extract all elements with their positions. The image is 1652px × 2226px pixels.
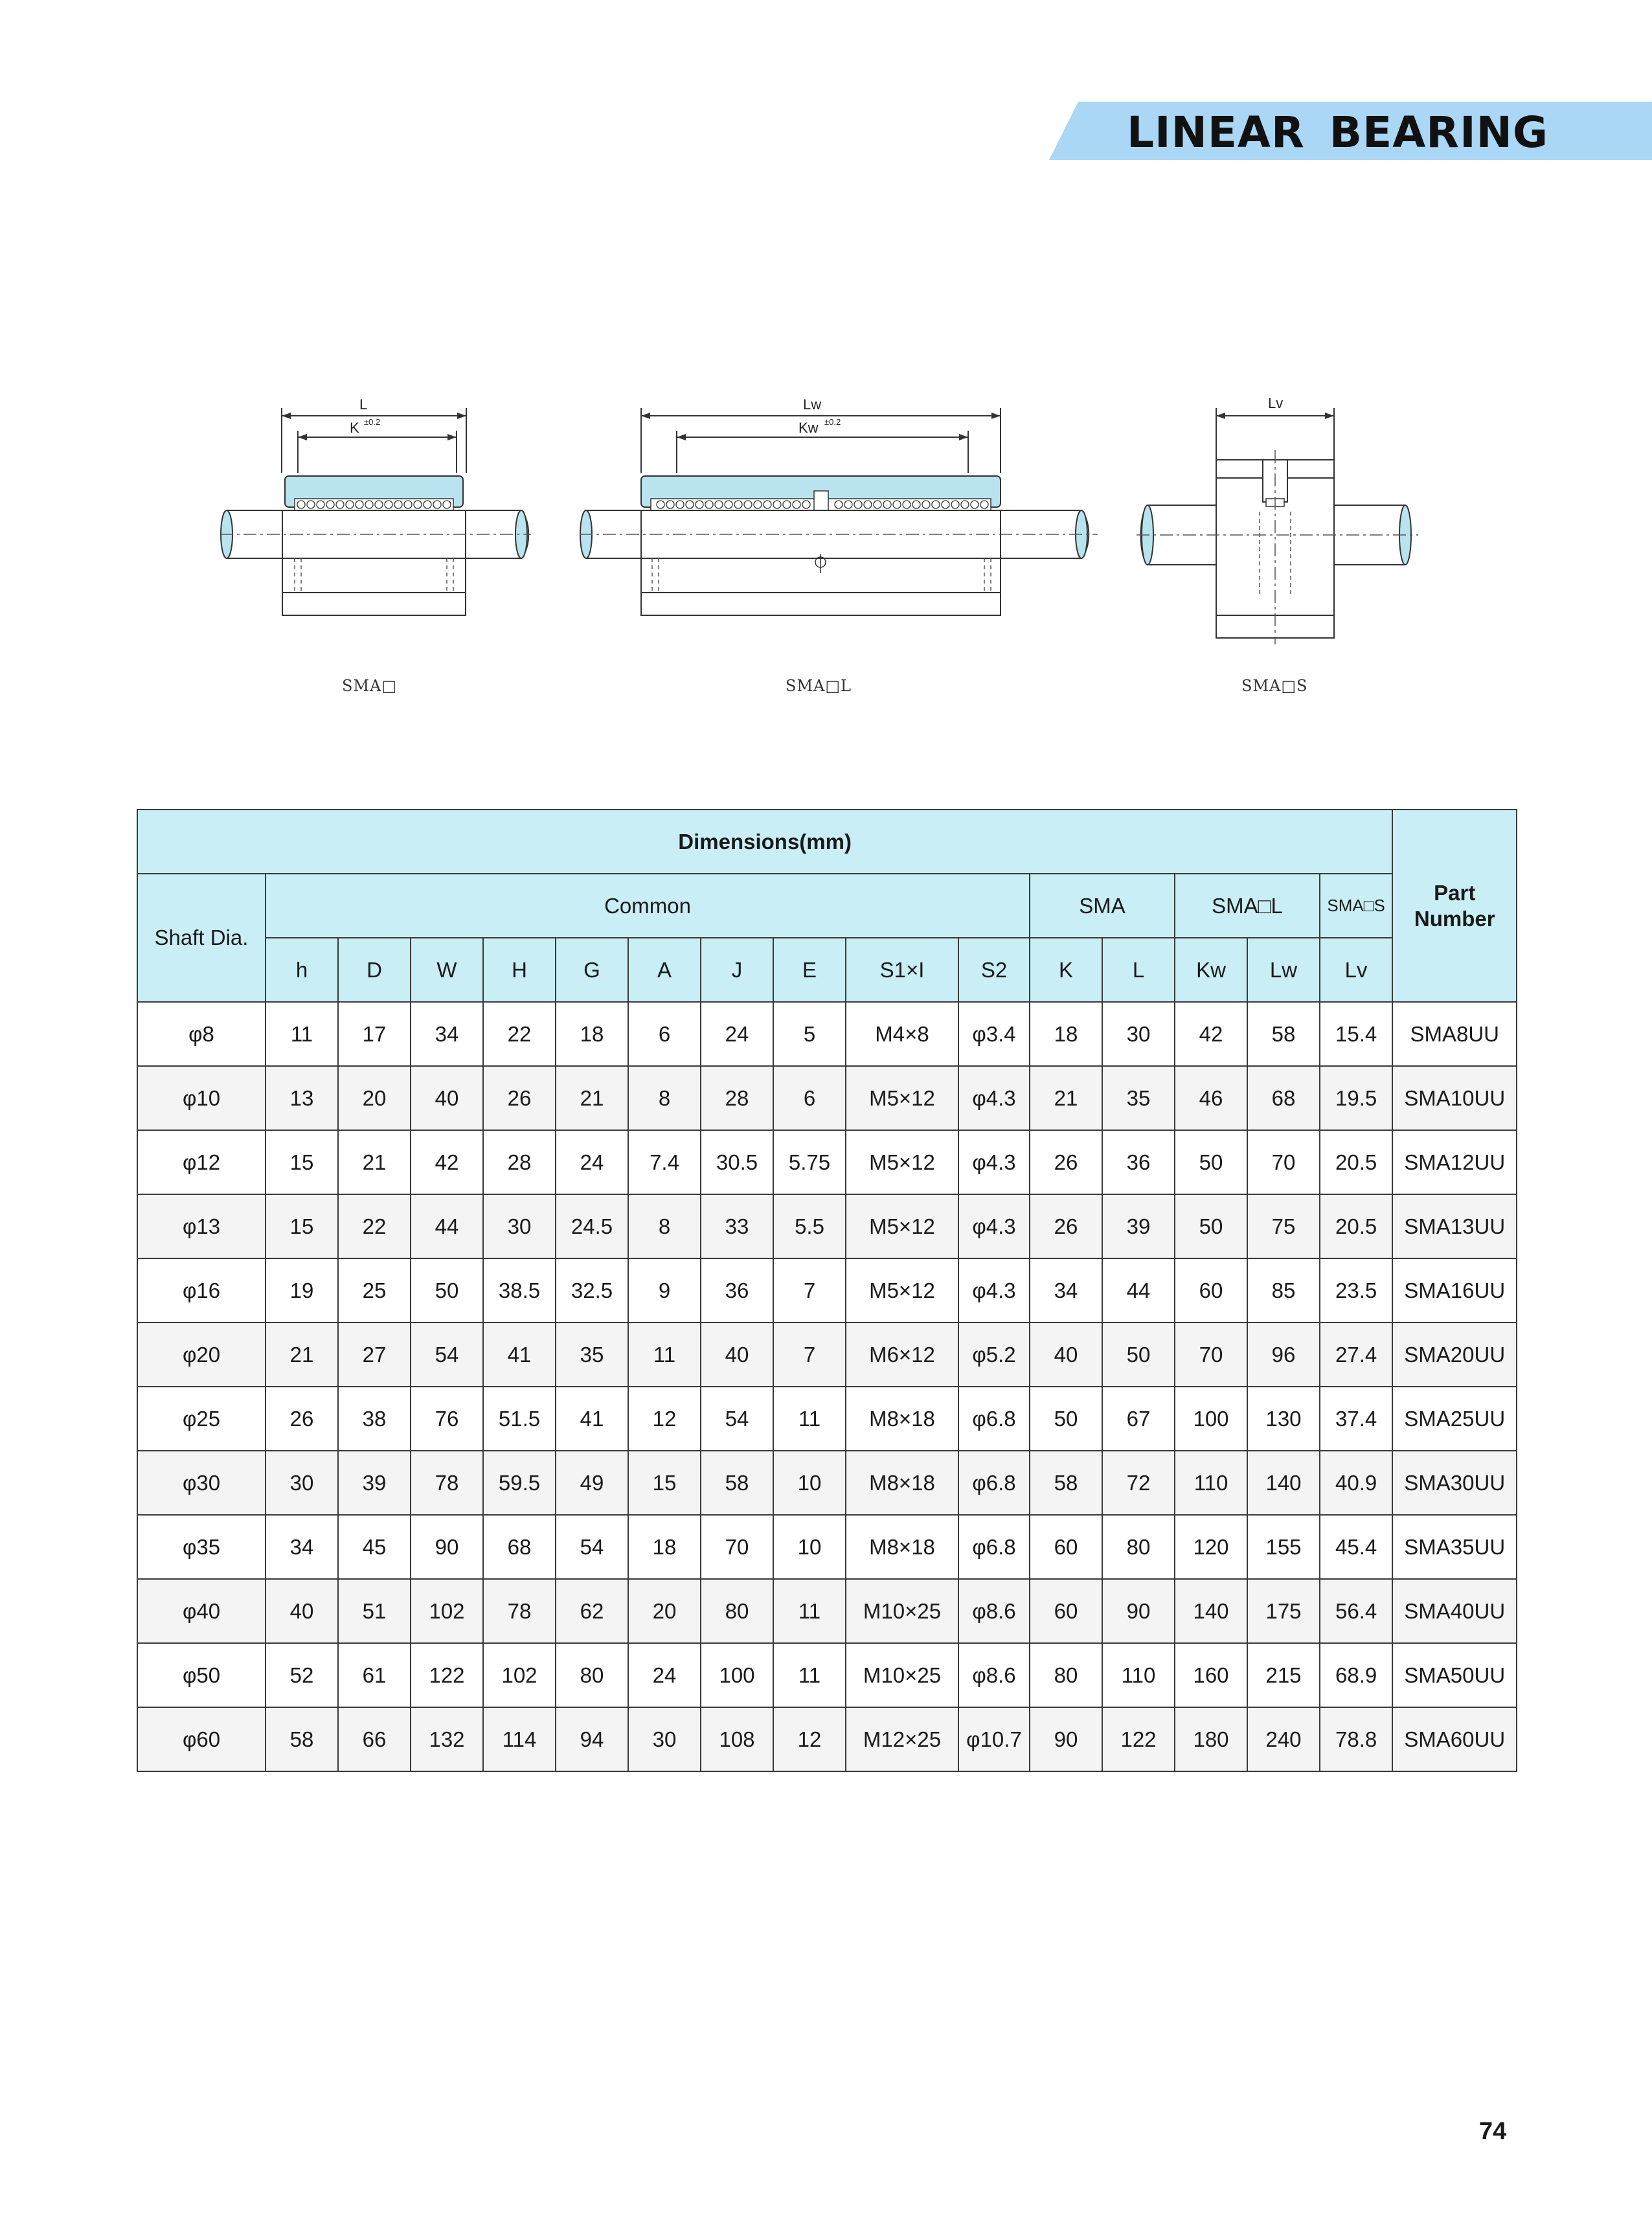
dimension-cell: 28 xyxy=(483,1130,556,1194)
dimension-cell: 52 xyxy=(266,1643,338,1707)
dimension-cell: 40 xyxy=(701,1323,773,1387)
dimension-cell: 24 xyxy=(628,1643,701,1707)
page-title: LINEAR BEARING xyxy=(1127,108,1549,157)
part-number-cell: SMA35UU xyxy=(1392,1515,1517,1579)
table-row xyxy=(137,1515,1517,1579)
header-shaft-dia: Shaft Dia. xyxy=(137,874,266,1002)
dimension-cell: 90 xyxy=(411,1515,483,1579)
dimension-cell: 72 xyxy=(1102,1451,1175,1515)
dimension-cell: M5×12 xyxy=(846,1258,958,1323)
dimension-cell: φ6.8 xyxy=(958,1451,1030,1515)
dim-label-k: K xyxy=(350,420,359,436)
shaft-dia-cell: φ10 xyxy=(137,1066,266,1130)
dimension-cell: 100 xyxy=(701,1643,773,1707)
dimension-cell: 76 xyxy=(411,1387,483,1451)
dimension-cell: 21 xyxy=(266,1323,338,1387)
dimension-cell: 18 xyxy=(556,1002,628,1066)
dimension-cell: 180 xyxy=(1175,1707,1247,1771)
header-group-sma-l: SMA□L xyxy=(1175,874,1320,938)
dimension-cell: 175 xyxy=(1247,1579,1320,1643)
dimension-cell: 37.4 xyxy=(1320,1387,1392,1451)
dimension-cell: 100 xyxy=(1175,1387,1247,1451)
dimension-cell: φ4.3 xyxy=(958,1258,1030,1323)
dimension-cell: 21 xyxy=(1030,1066,1102,1130)
part-number-cell: SMA8UU xyxy=(1392,1002,1517,1066)
dimension-cell: φ4.3 xyxy=(958,1194,1030,1258)
part-number-cell: SMA60UU xyxy=(1392,1707,1517,1771)
dimension-cell: 215 xyxy=(1247,1643,1320,1707)
table-row xyxy=(137,1451,1517,1515)
dimension-cell: 9 xyxy=(628,1258,701,1323)
dimension-cell: 27 xyxy=(338,1323,411,1387)
dimension-cell: 26 xyxy=(1030,1130,1102,1194)
header-group-common: Common xyxy=(266,874,1030,938)
dimension-cell: 34 xyxy=(266,1515,338,1579)
dimension-cell: 102 xyxy=(411,1579,483,1643)
drawing-sma-s xyxy=(1133,382,1425,654)
dimension-cell: 20 xyxy=(628,1579,701,1643)
dimension-cell: 44 xyxy=(411,1194,483,1258)
column-header: S1×I xyxy=(846,938,958,1002)
dimension-cell: 6 xyxy=(773,1066,846,1130)
table-row xyxy=(137,1323,1517,1387)
table-row xyxy=(137,1130,1517,1194)
shaft-dia-cell: φ13 xyxy=(137,1194,266,1258)
caption-sma: SMA□ xyxy=(342,677,398,695)
dimension-cell: 50 xyxy=(1175,1130,1247,1194)
column-header: A xyxy=(628,938,701,1002)
dimension-cell: 35 xyxy=(556,1323,628,1387)
shaft-dia-cell: φ40 xyxy=(137,1579,266,1643)
dimension-cell: 70 xyxy=(1175,1323,1247,1387)
dimension-cell: 34 xyxy=(411,1002,483,1066)
dimension-cell: 90 xyxy=(1030,1707,1102,1771)
column-header: S2 xyxy=(958,938,1030,1002)
dimension-cell: 80 xyxy=(556,1643,628,1707)
caption-sma-s: SMA□S xyxy=(1241,677,1308,695)
dimension-cell: 90 xyxy=(1102,1579,1175,1643)
table-row xyxy=(137,1387,1517,1451)
dim-label-lw: Lw xyxy=(803,396,822,413)
dimension-cell: 18 xyxy=(628,1515,701,1579)
dimension-cell: 51.5 xyxy=(483,1387,556,1451)
dimension-cell: 34 xyxy=(1030,1258,1102,1323)
dimension-cell: 78 xyxy=(411,1451,483,1515)
dimension-cell: φ4.3 xyxy=(958,1130,1030,1194)
dimension-cell: M10×25 xyxy=(846,1643,958,1707)
dimension-cell: 120 xyxy=(1175,1515,1247,1579)
dimension-cell: 110 xyxy=(1102,1643,1175,1707)
shaft-dia-cell: φ50 xyxy=(137,1643,266,1707)
dimension-cell: 23.5 xyxy=(1320,1258,1392,1323)
shaft-dia-cell: φ16 xyxy=(137,1258,266,1323)
dimension-cell: 62 xyxy=(556,1579,628,1643)
dimension-cell: 42 xyxy=(411,1130,483,1194)
dim-tolerance: ±0.2 xyxy=(364,417,381,427)
dimension-cell: 22 xyxy=(338,1194,411,1258)
dimension-cell: 58 xyxy=(701,1451,773,1515)
part-number-cell: SMA20UU xyxy=(1392,1323,1517,1387)
dimension-cell: 50 xyxy=(1102,1323,1175,1387)
dimension-cell: φ4.3 xyxy=(958,1066,1030,1130)
dimension-cell: 45.4 xyxy=(1320,1515,1392,1579)
dimension-cell: M5×12 xyxy=(846,1194,958,1258)
table-row xyxy=(137,1002,1517,1066)
shaft-dia-cell: φ25 xyxy=(137,1387,266,1451)
dimension-cell: 15 xyxy=(266,1130,338,1194)
dim-tolerance-l: ±0.2 xyxy=(824,417,841,427)
dimension-cell: 28 xyxy=(701,1066,773,1130)
shaft-dia-cell: φ20 xyxy=(137,1323,266,1387)
column-header: E xyxy=(773,938,846,1002)
dimension-cell: 70 xyxy=(1247,1130,1320,1194)
dimension-cell: 15 xyxy=(266,1194,338,1258)
drawing-sma xyxy=(220,382,531,641)
dimension-cell: 50 xyxy=(411,1258,483,1323)
dimension-cell: φ5.2 xyxy=(958,1323,1030,1387)
dimension-cell: 96 xyxy=(1247,1323,1320,1387)
dimension-cell: 66 xyxy=(338,1707,411,1771)
dimension-cell: 24 xyxy=(701,1002,773,1066)
dimension-cell: 60 xyxy=(1030,1579,1102,1643)
dimension-cell: 30 xyxy=(483,1194,556,1258)
dimension-cell: 19 xyxy=(266,1258,338,1323)
dimension-cell: 58 xyxy=(1247,1002,1320,1066)
dimension-cell: 160 xyxy=(1175,1643,1247,1707)
dimension-cell: 30 xyxy=(266,1451,338,1515)
dimension-cell: 122 xyxy=(1102,1707,1175,1771)
dimension-cell: 94 xyxy=(556,1707,628,1771)
dimension-cell: 25 xyxy=(338,1258,411,1323)
part-number-cell: SMA30UU xyxy=(1392,1451,1517,1515)
dimension-cell: 56.4 xyxy=(1320,1579,1392,1643)
shaft-dia-cell: φ8 xyxy=(137,1002,266,1066)
dimension-cell: 102 xyxy=(483,1643,556,1707)
dimension-cell: 30.5 xyxy=(701,1130,773,1194)
dimension-cell: M12×25 xyxy=(846,1707,958,1771)
dimension-cell: 15 xyxy=(628,1451,701,1515)
dimension-cell: M8×18 xyxy=(846,1515,958,1579)
column-header: Lv xyxy=(1320,938,1392,1002)
dimension-cell: 13 xyxy=(266,1066,338,1130)
shaft-dia-cell: φ12 xyxy=(137,1130,266,1194)
dimension-cell: 18 xyxy=(1030,1002,1102,1066)
dimension-cell: 78 xyxy=(483,1579,556,1643)
dimension-cell: 38 xyxy=(338,1387,411,1451)
dimension-cell: M5×12 xyxy=(846,1066,958,1130)
dimension-cell: 67 xyxy=(1102,1387,1175,1451)
dimension-cell: 32.5 xyxy=(556,1258,628,1323)
shaft-dia-cell: φ35 xyxy=(137,1515,266,1579)
dimension-cell: 114 xyxy=(483,1707,556,1771)
dimension-cell: 108 xyxy=(701,1707,773,1771)
dimension-cell: 11 xyxy=(773,1643,846,1707)
dimension-cell: 7.4 xyxy=(628,1130,701,1194)
dimension-cell: M8×18 xyxy=(846,1451,958,1515)
table-row xyxy=(137,1579,1517,1643)
dimension-cell: 8 xyxy=(628,1194,701,1258)
dimension-cell: 46 xyxy=(1175,1066,1247,1130)
column-header: K xyxy=(1030,938,1102,1002)
dimension-cell: 11 xyxy=(266,1002,338,1066)
dimension-cell: 36 xyxy=(1102,1130,1175,1194)
part-number-cell: SMA40UU xyxy=(1392,1579,1517,1643)
dimension-cell: 5 xyxy=(773,1002,846,1066)
shaft-dia-cell: φ30 xyxy=(137,1451,266,1515)
dimension-cell: 58 xyxy=(1030,1451,1102,1515)
dimension-cell: 11 xyxy=(628,1323,701,1387)
column-header: H xyxy=(483,938,556,1002)
dimension-cell: 26 xyxy=(483,1066,556,1130)
dim-label-kw: Kw xyxy=(798,420,819,436)
dimension-cell: φ6.8 xyxy=(958,1515,1030,1579)
dimension-cell: 41 xyxy=(483,1323,556,1387)
part-number-cell: SMA10UU xyxy=(1392,1066,1517,1130)
dimension-cell: 36 xyxy=(701,1258,773,1323)
dimension-cell: 68 xyxy=(483,1515,556,1579)
dimension-cell: M4×8 xyxy=(846,1002,958,1066)
dimension-cell: 41 xyxy=(556,1387,628,1451)
dimension-cell: 33 xyxy=(701,1194,773,1258)
dimension-cell: 19.5 xyxy=(1320,1066,1392,1130)
dimension-cell: 61 xyxy=(338,1643,411,1707)
dimension-cell: φ8.6 xyxy=(958,1579,1030,1643)
column-header: W xyxy=(411,938,483,1002)
dimensions-table xyxy=(137,809,1517,1772)
dimension-cell: 39 xyxy=(1102,1194,1175,1258)
dimension-cell: 11 xyxy=(773,1579,846,1643)
header-dimensions: Dimensions(mm) xyxy=(137,810,1392,874)
dim-label-l: L xyxy=(359,396,368,413)
dimension-cell: 60 xyxy=(1175,1258,1247,1323)
dimension-cell: 140 xyxy=(1175,1579,1247,1643)
dimension-cell: 54 xyxy=(701,1387,773,1451)
dimension-cell: 110 xyxy=(1175,1451,1247,1515)
dimension-cell: 40 xyxy=(1030,1323,1102,1387)
dimension-cell: 21 xyxy=(556,1066,628,1130)
dimension-cell: M10×25 xyxy=(846,1579,958,1643)
dimension-cell: 78.8 xyxy=(1320,1707,1392,1771)
dimension-cell: 15.4 xyxy=(1320,1002,1392,1066)
table-row xyxy=(137,1066,1517,1130)
dimension-cell: 17 xyxy=(338,1002,411,1066)
dimension-cell: 27.4 xyxy=(1320,1323,1392,1387)
column-header: J xyxy=(701,938,773,1002)
dimension-cell: 68 xyxy=(1247,1066,1320,1130)
dimension-cell: 42 xyxy=(1175,1002,1247,1066)
dimension-cell: 60 xyxy=(1030,1515,1102,1579)
dimension-cell: M6×12 xyxy=(846,1323,958,1387)
dimension-cell: 54 xyxy=(556,1515,628,1579)
dimension-cell: 10 xyxy=(773,1451,846,1515)
dimension-cell: 54 xyxy=(411,1323,483,1387)
dimension-cell: 39 xyxy=(338,1451,411,1515)
dimension-cell: 30 xyxy=(1102,1002,1175,1066)
dimension-cell: 80 xyxy=(1102,1515,1175,1579)
part-number-cell: SMA13UU xyxy=(1392,1194,1517,1258)
dimension-cell: 70 xyxy=(701,1515,773,1579)
column-header: Lw xyxy=(1247,938,1320,1002)
dimension-cell: 140 xyxy=(1247,1451,1320,1515)
table-row xyxy=(137,1707,1517,1771)
dimension-cell: 26 xyxy=(266,1387,338,1451)
dimension-cell: 7 xyxy=(773,1323,846,1387)
table-row xyxy=(137,1194,1517,1258)
caption-sma-l: SMA□L xyxy=(786,677,852,695)
dimension-cell: 26 xyxy=(1030,1194,1102,1258)
dimension-cell: 155 xyxy=(1247,1515,1320,1579)
dimension-cell: 44 xyxy=(1102,1258,1175,1323)
dimension-cell: 20 xyxy=(338,1066,411,1130)
dimension-cell: 40 xyxy=(411,1066,483,1130)
dimension-cell: 122 xyxy=(411,1643,483,1707)
dimension-cell: φ3.4 xyxy=(958,1002,1030,1066)
dimension-cell: 50 xyxy=(1175,1194,1247,1258)
header-group-sma-s: SMA□S xyxy=(1320,874,1392,938)
dimension-cell: 5.5 xyxy=(773,1194,846,1258)
drawing-sma-l xyxy=(580,382,1098,641)
dimension-cell: 50 xyxy=(1030,1387,1102,1451)
dimension-cell: 10 xyxy=(773,1515,846,1579)
column-header: G xyxy=(556,938,628,1002)
dimension-cell: 24 xyxy=(556,1130,628,1194)
dimension-cell: φ10.7 xyxy=(958,1707,1030,1771)
dimension-cell: 40 xyxy=(266,1579,338,1643)
dimension-cell: 75 xyxy=(1247,1194,1320,1258)
column-header: L xyxy=(1102,938,1175,1002)
dimension-cell: 130 xyxy=(1247,1387,1320,1451)
part-number-cell: SMA16UU xyxy=(1392,1258,1517,1323)
dimension-cell: 80 xyxy=(1030,1643,1102,1707)
shaft-dia-cell: φ60 xyxy=(137,1707,266,1771)
dimension-cell: 51 xyxy=(338,1579,411,1643)
dimension-cell: 8 xyxy=(628,1066,701,1130)
dimension-cell: 20.5 xyxy=(1320,1130,1392,1194)
dimension-cell: 132 xyxy=(411,1707,483,1771)
page-number: 74 xyxy=(1479,2118,1507,2145)
dimension-cell: 85 xyxy=(1247,1258,1320,1323)
dimension-cell: M8×18 xyxy=(846,1387,958,1451)
dimension-cell: 35 xyxy=(1102,1066,1175,1130)
table-row xyxy=(137,1258,1517,1323)
dimension-cell: 7 xyxy=(773,1258,846,1323)
part-number-cell: SMA50UU xyxy=(1392,1643,1517,1707)
dimension-cell: 11 xyxy=(773,1387,846,1451)
dimension-cell: 59.5 xyxy=(483,1451,556,1515)
dimension-cell: 20.5 xyxy=(1320,1194,1392,1258)
table-row xyxy=(137,1643,1517,1707)
dimension-cell: 30 xyxy=(628,1707,701,1771)
dimension-cell: 21 xyxy=(338,1130,411,1194)
dimension-cell: 58 xyxy=(266,1707,338,1771)
dimension-cell: 38.5 xyxy=(483,1258,556,1323)
dimension-cell: 12 xyxy=(628,1387,701,1451)
header-part-number: Part Number xyxy=(1392,810,1517,1002)
dimension-cell: 24.5 xyxy=(556,1194,628,1258)
part-number-cell: SMA25UU xyxy=(1392,1387,1517,1451)
dimension-cell: 240 xyxy=(1247,1707,1320,1771)
dimension-cell: 12 xyxy=(773,1707,846,1771)
dimension-cell: 68.9 xyxy=(1320,1643,1392,1707)
dimension-cell: 49 xyxy=(556,1451,628,1515)
dimension-cell: 22 xyxy=(483,1002,556,1066)
column-header: Kw xyxy=(1175,938,1247,1002)
part-number-cell: SMA12UU xyxy=(1392,1130,1517,1194)
dim-label-lv: Lv xyxy=(1268,395,1284,411)
dimension-cell: 40.9 xyxy=(1320,1451,1392,1515)
header-group-sma: SMA xyxy=(1030,874,1175,938)
column-header: D xyxy=(338,938,411,1002)
dimension-cell: 80 xyxy=(701,1579,773,1643)
dimension-cell: 5.75 xyxy=(773,1130,846,1194)
dimension-cell: M5×12 xyxy=(846,1130,958,1194)
dimension-cell: φ6.8 xyxy=(958,1387,1030,1451)
column-header: h xyxy=(266,938,338,1002)
dimension-cell: 6 xyxy=(628,1002,701,1066)
dimension-cell: 45 xyxy=(338,1515,411,1579)
dimension-cell: φ8.6 xyxy=(958,1643,1030,1707)
